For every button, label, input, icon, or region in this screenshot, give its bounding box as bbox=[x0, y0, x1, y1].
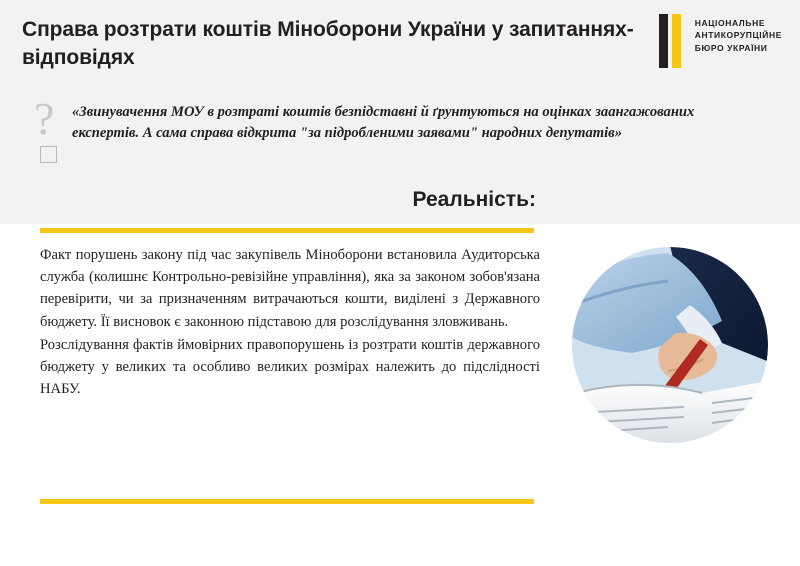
question-mark-icon: ? bbox=[34, 93, 55, 144]
photo-illustration-icon bbox=[572, 247, 768, 443]
checkbox-icon bbox=[40, 146, 57, 163]
page-title: Справа розтрати коштів Міноборони України у запитаннях-відповідях bbox=[22, 18, 634, 69]
divider-bottom bbox=[40, 499, 534, 504]
reality-heading: Реальність: bbox=[412, 188, 536, 211]
reality-band bbox=[0, 182, 800, 224]
divider-top bbox=[40, 228, 534, 233]
body-text bbox=[40, 244, 540, 400]
logo-text bbox=[695, 14, 782, 54]
logo-bar-yellow bbox=[672, 14, 681, 68]
logo-bar-dark bbox=[659, 14, 668, 68]
logo-line-1: НАЦІОНАЛЬНЕ bbox=[694, 18, 766, 28]
photo-hand-writing bbox=[572, 247, 768, 443]
question-block bbox=[0, 88, 800, 182]
header-band bbox=[0, 0, 800, 88]
nabu-logo bbox=[657, 14, 782, 72]
body-paragraph-1: Факт порушень закону під час закупівель Міноборони встановила Аудиторська служба (колишнє Контрольно-ревізійне управління), яка за законом зобов'язана перевірити, чи за призначенням витрачаються кошти, виділені з Державного бюджету. Її висновок є законною підставою для розслідування зловживань. bbox=[40, 247, 540, 330]
logo-mark-icon bbox=[657, 14, 687, 68]
footer-strip bbox=[0, 544, 800, 566]
logo-line-2: АНТИКОРУПЦІЙНЕ bbox=[694, 30, 782, 41]
logo-line-3: БЮРО УКРАЇНИ bbox=[694, 42, 768, 53]
body-paragraph-2: Розслідування фактів ймовірних правопорушень із розтрати коштів державного бюджету у великих та особливо великих розмірах належить до підслідності НАБУ. bbox=[40, 336, 540, 398]
question-text: «Звинувачення МОУ в розтраті коштів безпідставні й ґрунтуються на оцінках заангажованих експертів. А сама справа відкрита "за підробленими заявами" народних депутатів» bbox=[72, 104, 695, 141]
